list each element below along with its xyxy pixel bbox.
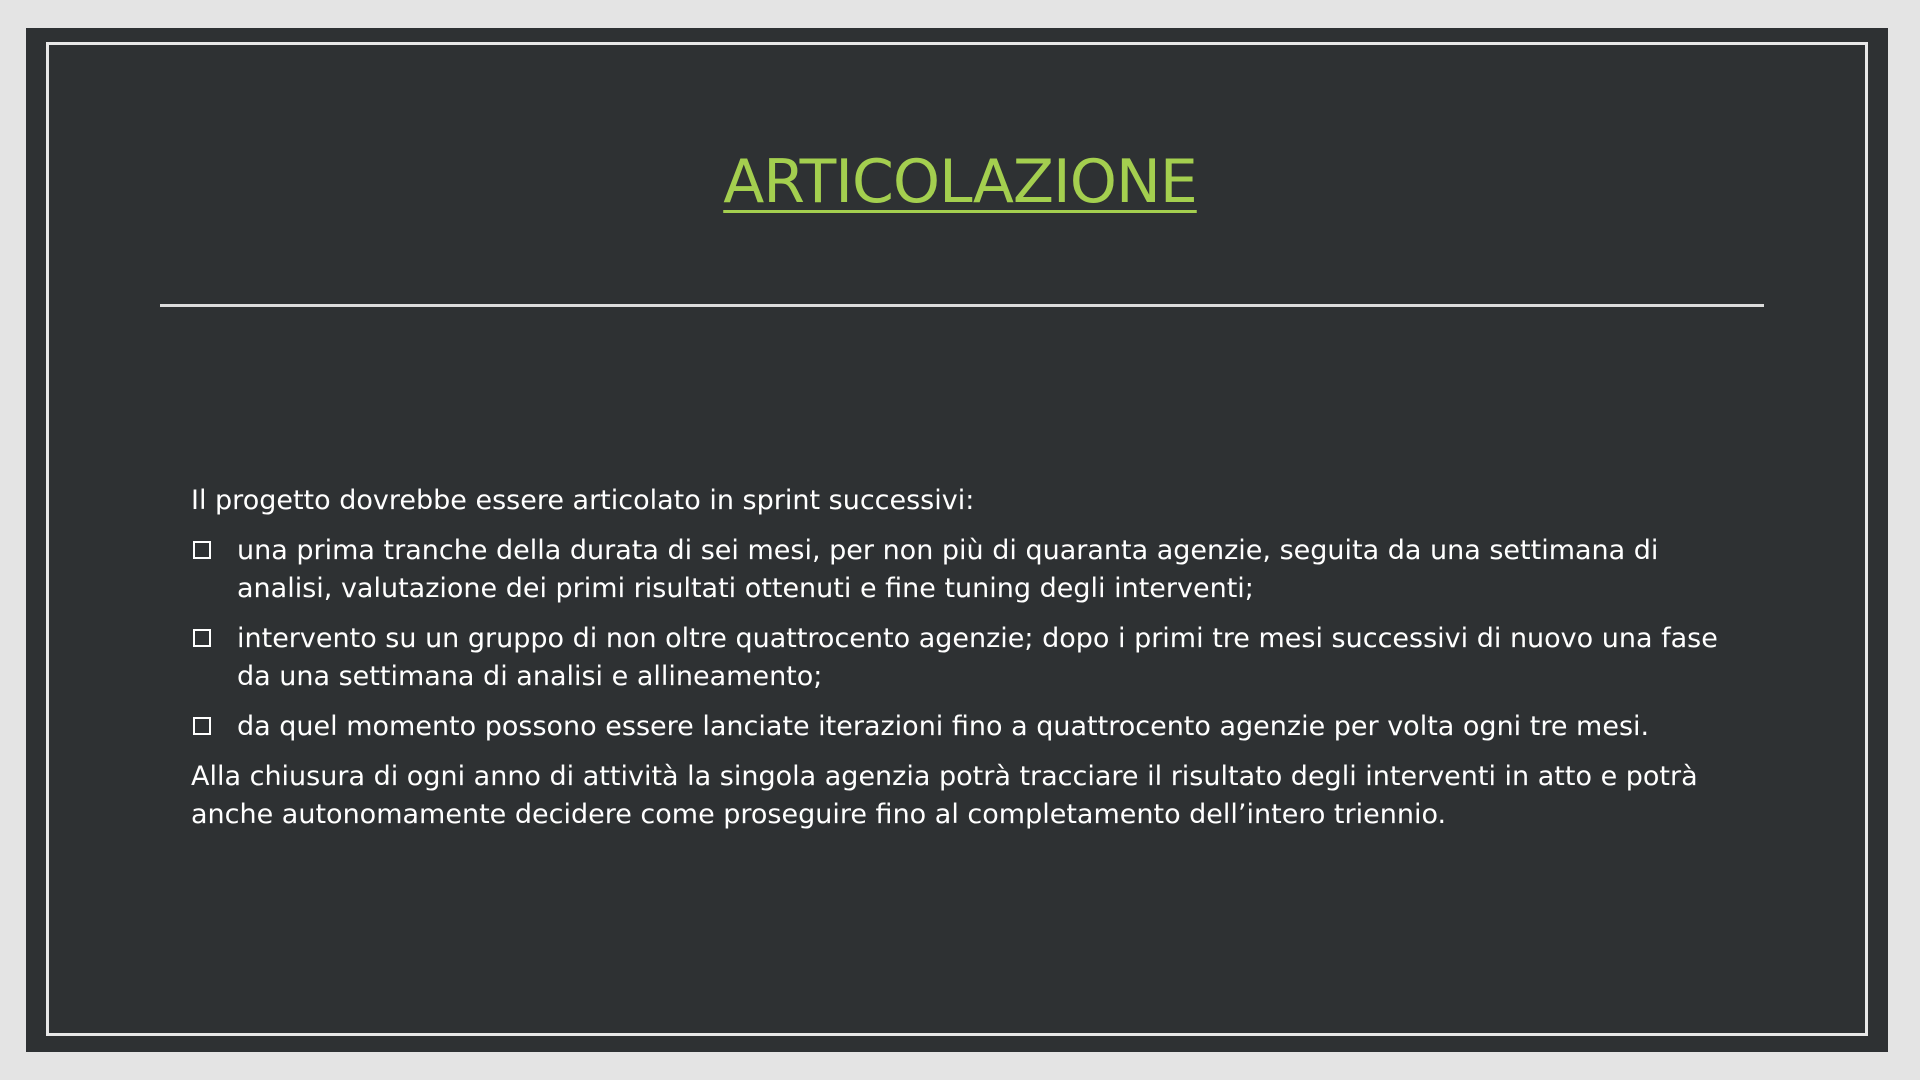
- bullet-text: una prima tranche della durata di sei mesi, per non più di quaranta agenzie, seguita da una settimana di analisi, valutazione dei primi risultati ottenuti e fine tuning degli interventi;: [237, 535, 1659, 604]
- bullet-item: [191, 532, 1751, 608]
- intro-text: Il progetto dovrebbe essere articolato in sprint successivi:: [191, 485, 975, 516]
- bullet-item: [191, 620, 1751, 696]
- conclusion-text: Alla chiusura di ogni anno di attività la singola agenzia potrà tracciare il risultato degli interventi in atto e potrà anche autonomamente decidere come proseguire fino al completamento dell’intero triennio.: [191, 761, 1698, 830]
- bullet-item: [191, 708, 1751, 746]
- title-divider: [160, 304, 1764, 307]
- bullet-text: intervento su un gruppo di non oltre quattrocento agenzie; dopo i primi tre mesi successivi di nuovo una fase da una settimana di analisi e allineamento;: [237, 623, 1718, 692]
- checkbox-icon: [193, 629, 211, 647]
- checkbox-icon: [193, 541, 211, 559]
- slide-body: [191, 482, 1751, 846]
- slide-title: ARTICOLAZIONE: [723, 147, 1197, 217]
- bullet-text: da quel momento possono essere lanciate iterazioni fino a quattrocento agenzie per volta ogni tre mesi.: [237, 711, 1650, 742]
- checkbox-icon: [193, 717, 211, 735]
